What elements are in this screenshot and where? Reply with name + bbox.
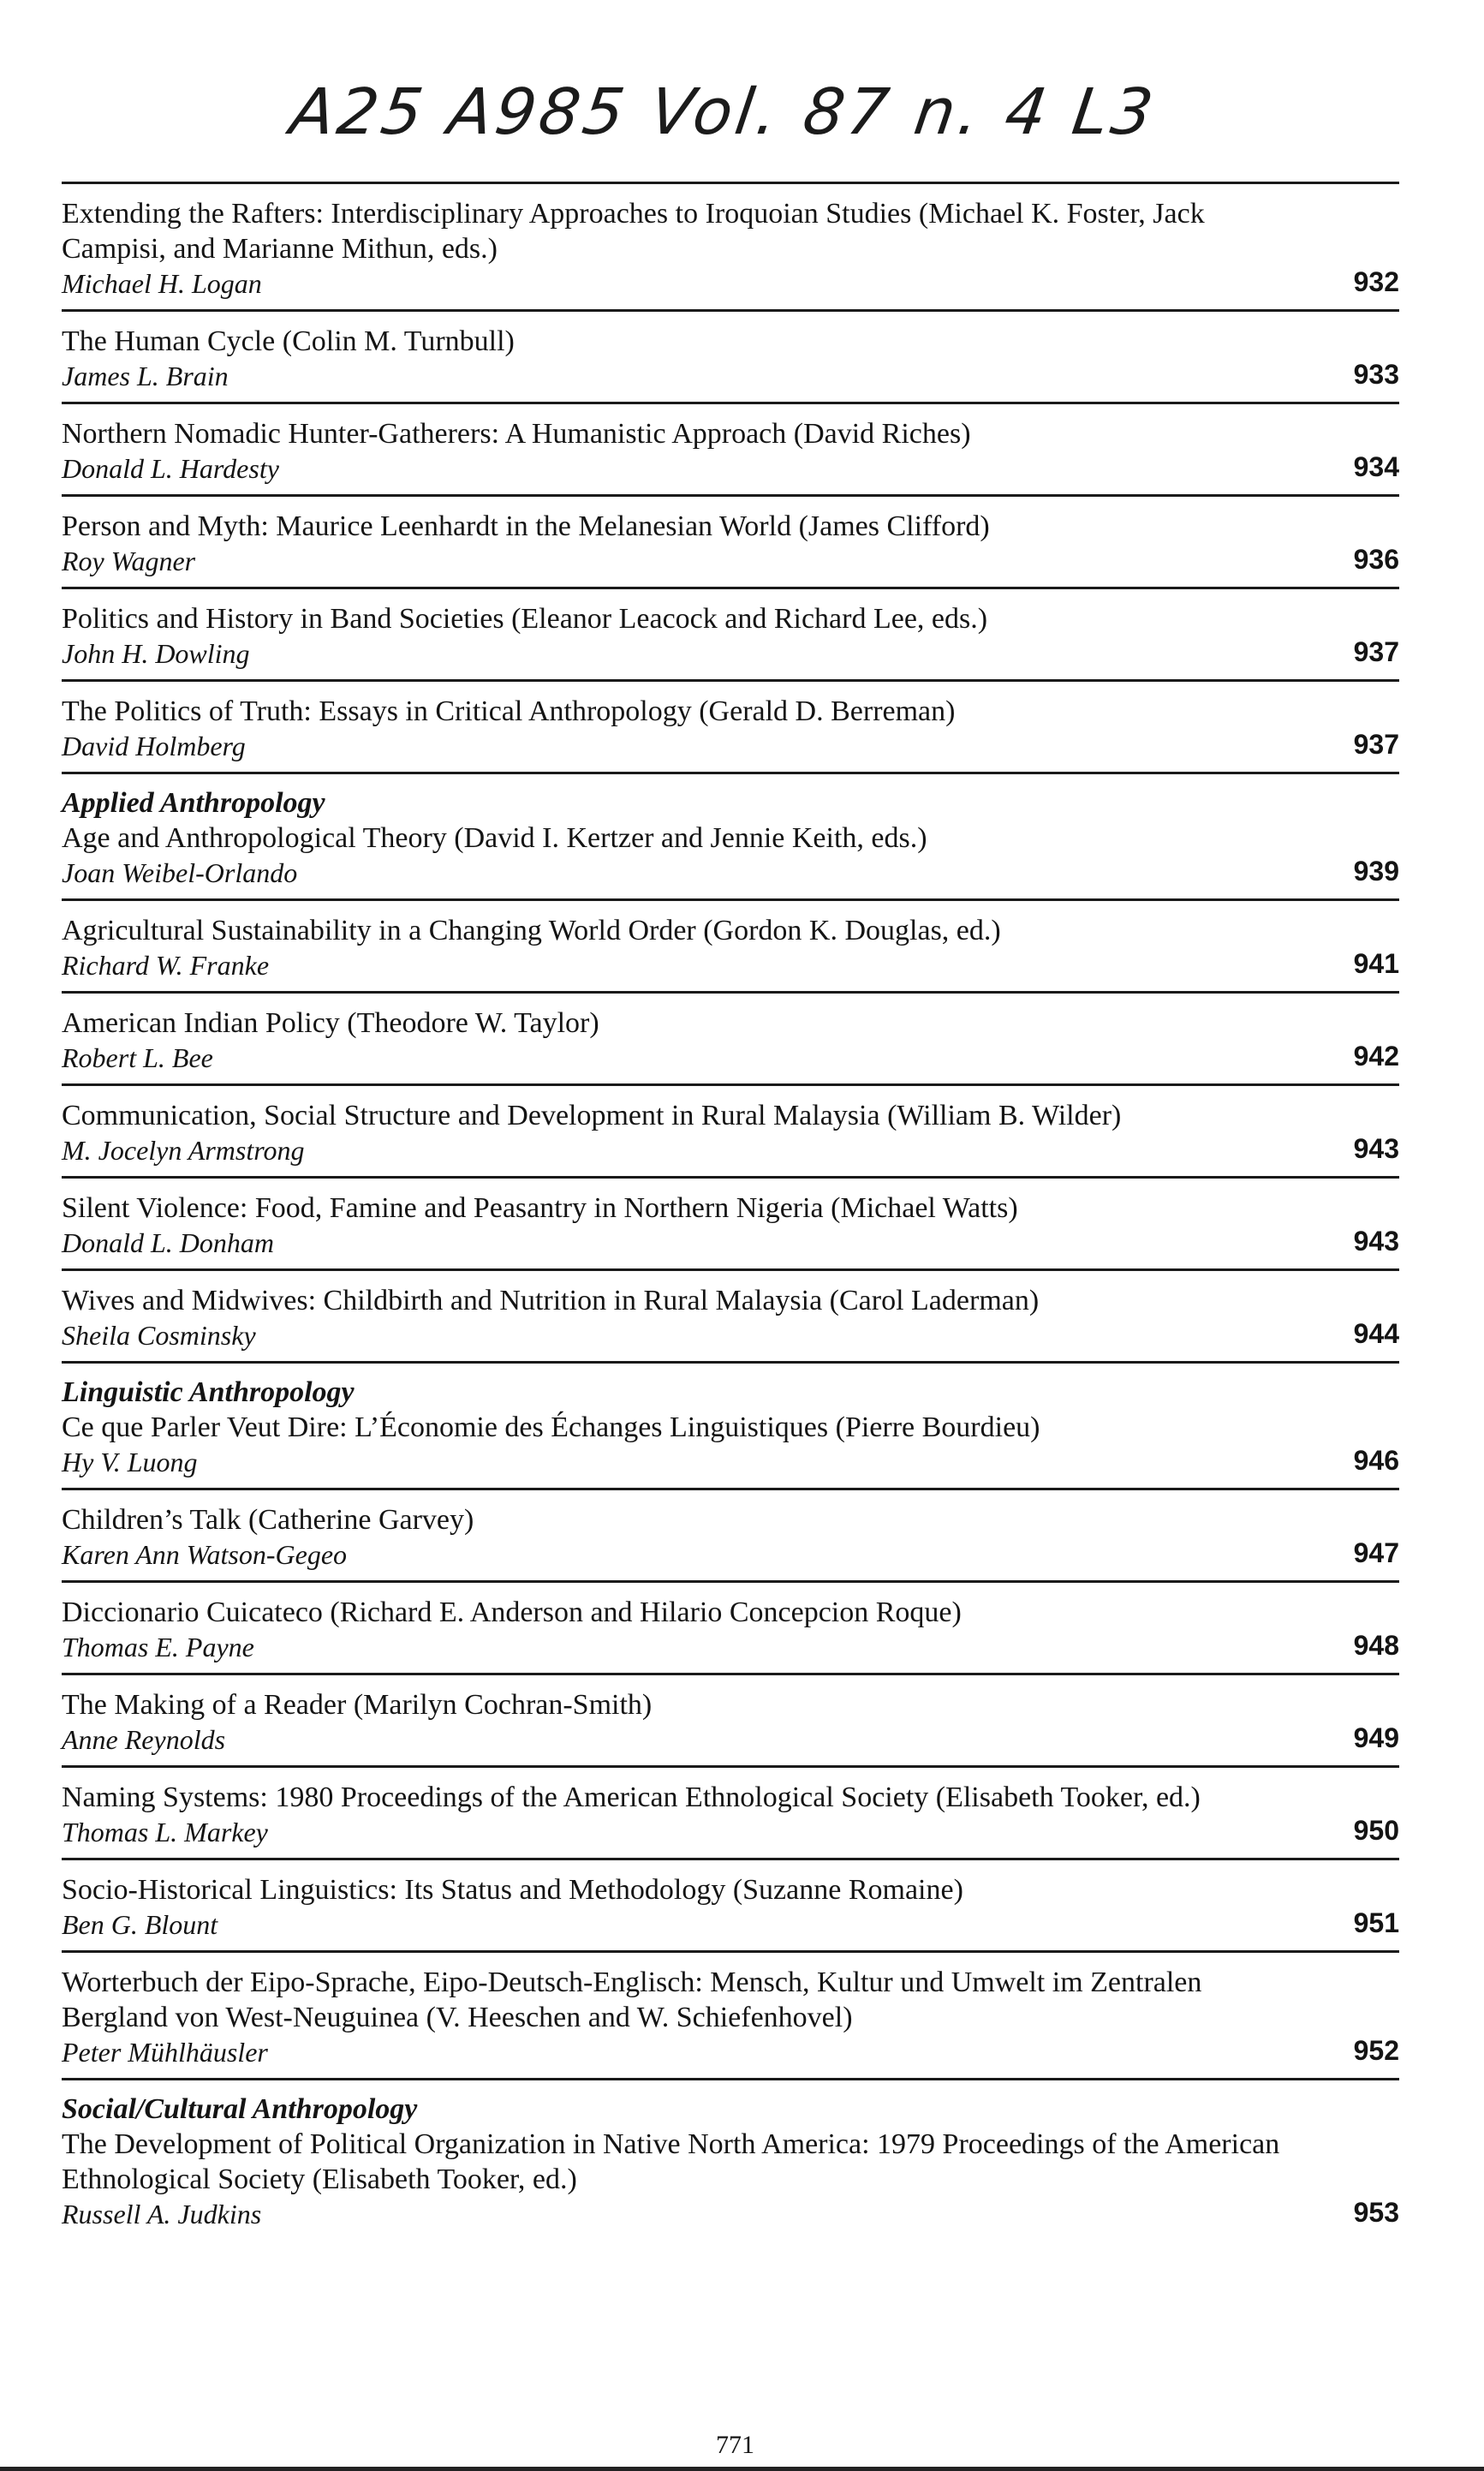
toc-entry-list (62, 184, 1399, 2240)
reviewer-name: Thomas L. Markey (62, 1817, 268, 1847)
toc-entry (62, 312, 1399, 404)
entry-page-number: 950 (1353, 1815, 1399, 1846)
toc-entry (62, 404, 1399, 497)
entry-page-number: 934 (1353, 451, 1399, 482)
toc-entry (62, 1179, 1399, 1271)
entry-page-number: 943 (1353, 1133, 1399, 1164)
toc-entry (62, 589, 1399, 682)
handwritten-call-number: A25 A985 Vol. 87 n. 4 L3 (285, 75, 1161, 149)
entry-page-number: 942 (1353, 1041, 1399, 1071)
reviewer-name: M. Jocelyn Armstrong (62, 1135, 305, 1166)
reviewer-name: Peter Mühlhäusler (62, 2037, 268, 2068)
entry-page-number: 937 (1353, 636, 1399, 667)
entry-page-number: 937 (1353, 729, 1399, 760)
toc-entry (62, 1953, 1399, 2080)
toc-entry (62, 1086, 1399, 1179)
reviewer-name: Joan Weibel-Orlando (62, 857, 298, 888)
section-heading: Applied Anthropology (62, 787, 325, 819)
book-title: The Development of Political Organization in Native North America: 1979 Proceedings of the American Ethnological Society (Elisabeth Tooker, ed.) (62, 2128, 1280, 2195)
book-title: Worterbuch der Eipo-Sprache, Eipo-Deutsch-Englisch: Mensch, Kultur und Umwelt im Zentralen Bergland von West-Neuguinea (V. Heeschen and W. Schiefenhovel) (62, 1967, 1202, 2033)
entry-page-number: 949 (1353, 1722, 1399, 1753)
toc-entry (62, 682, 1399, 774)
book-title: Children’s Talk (Catherine Garvey) (62, 1504, 474, 1536)
reviewer-name: Russell A. Judkins (62, 2199, 262, 2229)
book-title: Ce que Parler Veut Dire: L’Économie des Échanges Linguistiques (Pierre Bourdieu) (62, 1412, 1040, 1443)
toc-entry (62, 497, 1399, 589)
toc-entry (62, 1675, 1399, 1768)
section-heading: Linguistic Anthropology (62, 1376, 355, 1408)
reviewer-name: Sheila Cosminsky (62, 1320, 256, 1351)
toc-entry (62, 901, 1399, 994)
entry-page-number: 939 (1353, 856, 1399, 886)
entry-page-number: 943 (1353, 1226, 1399, 1256)
reviewer-name: Hy V. Luong (62, 1447, 198, 1477)
entry-page-number: 944 (1353, 1318, 1399, 1349)
reviewer-name: Robert L. Bee (62, 1042, 213, 1073)
toc-entry (62, 1768, 1399, 1860)
entry-page-number: 933 (1353, 359, 1399, 390)
entry-page-number: 952 (1353, 2035, 1399, 2066)
page-number: 771 (716, 2431, 754, 2459)
reviewer-name: David Holmberg (62, 731, 246, 761)
toc-entry (62, 1860, 1399, 1953)
toc-entry (62, 1271, 1399, 1364)
book-title: Naming Systems: 1980 Proceedings of the American Ethnological Society (Elisabeth Tooker, ed.) (62, 1782, 1201, 1813)
entry-page-number: 941 (1353, 948, 1399, 979)
reviewer-name: Thomas E. Payne (62, 1632, 254, 1662)
entry-page-number: 953 (1353, 2197, 1399, 2228)
entry-page-number: 951 (1353, 1907, 1399, 1938)
book-title: The Politics of Truth: Essays in Critical Anthropology (Gerald D. Berreman) (62, 695, 956, 727)
table-of-contents (62, 182, 1399, 2240)
toc-entry (62, 1583, 1399, 1675)
book-title: Socio-Historical Linguistics: Its Status and Methodology (Suzanne Romaine) (62, 1874, 963, 1906)
book-title: Agricultural Sustainability in a Changing World Order (Gordon K. Douglas, ed.) (62, 915, 1001, 946)
book-title: Extending the Rafters: Interdisciplinary Approaches to Iroquoian Studies (Michael K. Foster, Jack Campisi, and Marianne Mithun, eds.) (62, 198, 1205, 265)
reviewer-name: Roy Wagner (62, 546, 196, 576)
reviewer-name: Karen Ann Watson-Gegeo (62, 1539, 348, 1570)
toc-entry (62, 994, 1399, 1086)
reviewer-name: Donald L. Hardesty (62, 453, 279, 484)
book-title: Diccionario Cuicateco (Richard E. Anderson and Hilario Concepcion Roque) (62, 1597, 962, 1628)
reviewer-name: Richard W. Franke (62, 950, 270, 981)
reviewer-name: Michael H. Logan (62, 268, 262, 299)
book-title: The Making of a Reader (Marilyn Cochran-Smith) (62, 1689, 653, 1721)
entry-page-number: 946 (1353, 1445, 1399, 1476)
book-title: Northern Nomadic Hunter-Gatherers: A Humanistic Approach (David Riches) (62, 418, 971, 450)
toc-entry (62, 184, 1399, 312)
reviewer-name: James L. Brain (62, 361, 229, 391)
reviewer-name: John H. Dowling (62, 638, 250, 669)
toc-entry (62, 1490, 1399, 1583)
section-heading: Social/Cultural Anthropology (62, 2093, 418, 2125)
reviewer-name: Ben G. Blount (62, 1909, 218, 1940)
book-title: Politics and History in Band Societies (Eleanor Leacock and Richard Lee, eds.) (62, 603, 988, 635)
book-title: Communication, Social Structure and Development in Rural Malaysia (William B. Wilder) (62, 1100, 1122, 1131)
book-title: American Indian Policy (Theodore W. Taylor) (62, 1007, 599, 1039)
book-title: Age and Anthropological Theory (David I. Kertzer and Jennie Keith, eds.) (62, 822, 927, 854)
toc-entry (62, 2080, 1399, 2240)
reviewer-name: Anne Reynolds (62, 1724, 226, 1755)
book-title: The Human Cycle (Colin M. Turnbull) (62, 325, 515, 357)
book-title: Person and Myth: Maurice Leenhardt in the Melanesian World (James Clifford) (62, 510, 990, 542)
entry-page-number: 948 (1353, 1630, 1399, 1661)
book-title: Silent Violence: Food, Famine and Peasantry in Northern Nigeria (Michael Watts) (62, 1192, 1018, 1224)
entry-page-number: 936 (1353, 544, 1399, 575)
book-title: Wives and Midwives: Childbirth and Nutrition in Rural Malaysia (Carol Laderman) (62, 1285, 1040, 1316)
reviewer-name: Donald L. Donham (62, 1227, 275, 1258)
scan-bottom-edge (0, 2467, 1484, 2471)
entry-page-number: 932 (1353, 266, 1399, 297)
toc-entry (62, 774, 1399, 901)
toc-entry (62, 1364, 1399, 1490)
entry-page-number: 947 (1353, 1537, 1399, 1568)
